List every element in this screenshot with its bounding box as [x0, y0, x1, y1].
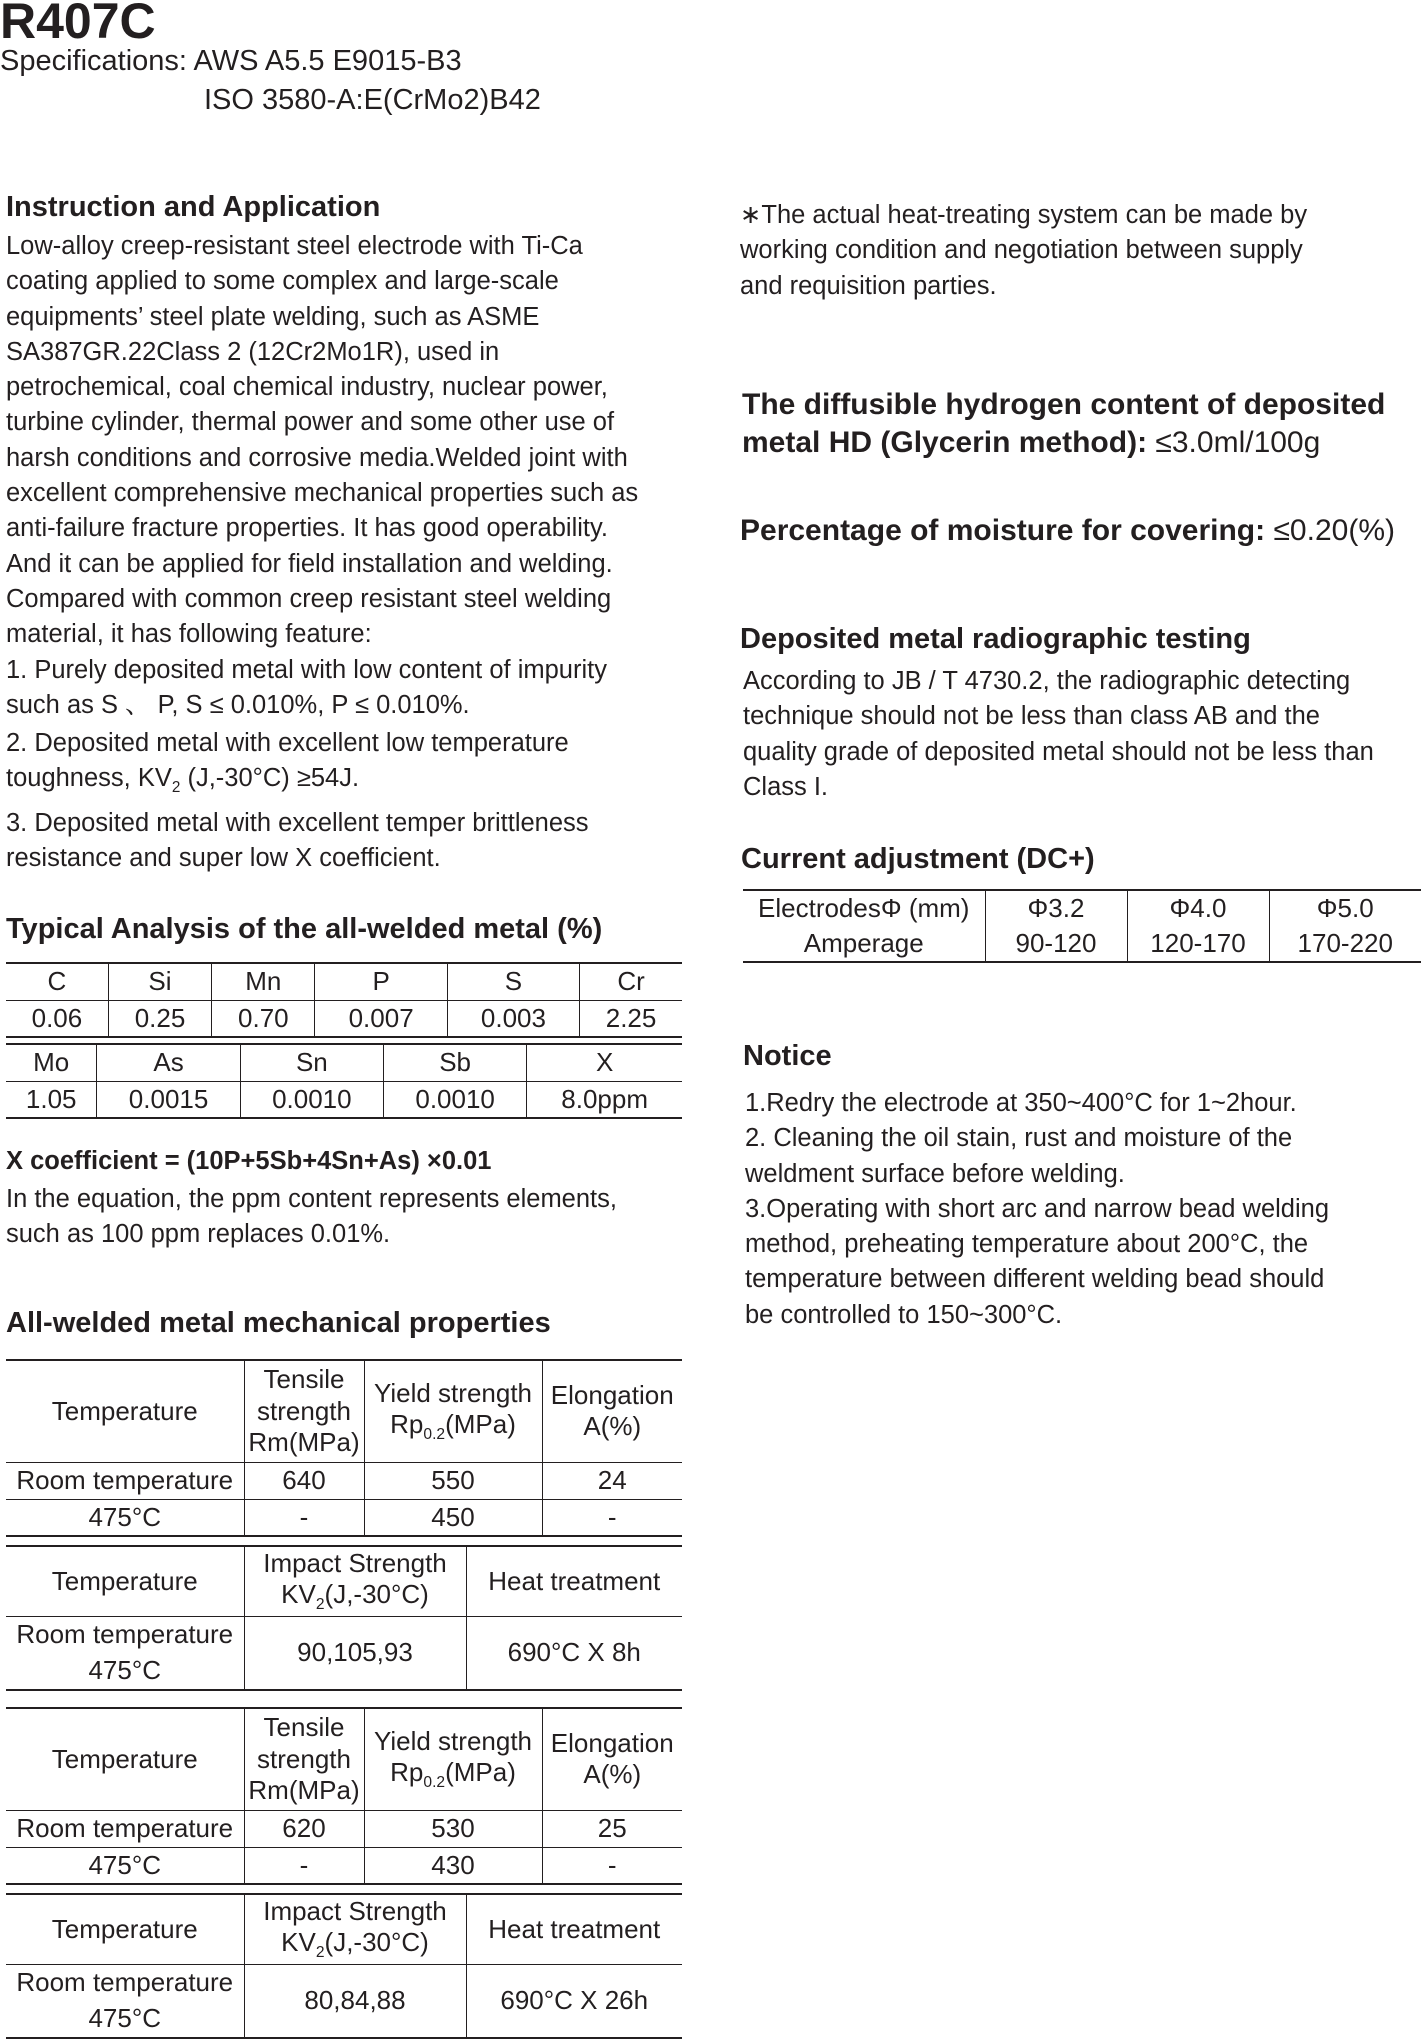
notice-line: 3.Operating with short arc and narrow bead welding	[745, 1194, 1329, 1223]
elongation-value: -	[542, 1499, 682, 1536]
instruction-line: petrochemical, coal chemical industry, nuclear power,	[6, 373, 608, 402]
radiographic-line: According to JB / T 4730.2, the radiographic detecting	[743, 667, 1351, 695]
element-header: As	[97, 1044, 240, 1081]
amperage-value: 90-120	[985, 926, 1127, 962]
electrode-size: Φ3.2	[985, 890, 1127, 926]
element-header: Cr	[580, 963, 682, 1000]
formula-note-line: In the equation, the ppm content represents elements,	[6, 1185, 617, 1213]
impact-unit: (J,-30°C)	[324, 1926, 429, 1957]
header-elongation	[542, 1708, 682, 1810]
row-label-room: Room temperature	[6, 1462, 244, 1499]
element-value: 0.0015	[97, 1081, 240, 1118]
hydrogen-label: metal HD (Glycerin method):	[742, 426, 1148, 459]
element-value: 0.007	[315, 1000, 447, 1037]
feature-2-line	[6, 761, 589, 805]
instruction-line: harsh conditions and corrosive media.Welded joint with	[6, 443, 628, 472]
impact-symbol: KV	[281, 1926, 316, 1957]
radiographic-line: quality grade of deposited metal should not be less than	[743, 737, 1374, 766]
feature-2-text: toughness, KV	[6, 764, 172, 793]
yield-unit: (MPa)	[445, 1756, 516, 1787]
header-yield-line: Yield strength	[373, 1725, 533, 1756]
amperage-label: Amperage	[743, 926, 985, 962]
radiographic-body	[743, 664, 1374, 805]
header-tensile-line: Rm(MPa)	[248, 1774, 360, 1805]
feature-2	[6, 726, 589, 876]
instruction-line: excellent comprehensive mechanical properties such as	[6, 479, 639, 508]
yield-value: 450	[364, 1499, 542, 1536]
yield-unit: (MPa)	[445, 1408, 516, 1439]
header-yield-line	[365, 1757, 542, 1793]
hydrogen-line	[742, 426, 1320, 460]
header-temperature: Temperature	[6, 1894, 244, 1964]
tensile-table-1	[6, 1359, 682, 1537]
row-label-475: 475°C	[6, 1499, 244, 1536]
composition-table-1	[6, 962, 682, 1038]
yield-value: 530	[364, 1810, 542, 1847]
instruction-line: SA387GR.22Class 2 (12Cr2Mo1R), used in	[6, 337, 500, 366]
header-elongation-line: Elongation	[550, 1728, 674, 1759]
element-value: 0.003	[447, 1000, 579, 1037]
element-header: Sn	[240, 1044, 383, 1081]
header-temperature: Temperature	[6, 1360, 244, 1462]
instruction-line: equipments’ steel plate welding, such as ASME	[6, 302, 540, 331]
moisture-line	[740, 514, 1395, 548]
moisture-value: ≤0.20(%)	[1273, 514, 1395, 547]
instruction-line: And it can be applied for field installation and welding.	[6, 549, 613, 578]
header-elongation	[542, 1360, 682, 1462]
heat-treatment-value: 690°C X 26h	[466, 1964, 682, 2038]
feature-2-text-end: (J,-30°C) ≥54J.	[180, 764, 360, 793]
header-yield-line: Yield strength	[373, 1377, 533, 1408]
yield-value: 430	[364, 1847, 542, 1884]
header-elongation-line: Elongation	[550, 1380, 674, 1411]
instruction-heading: Instruction and Application	[6, 191, 381, 223]
notice-line: weldment surface before welding.	[745, 1159, 1125, 1188]
feature-2-subscript: 2	[171, 779, 181, 797]
radiographic-heading: Deposited metal radiographic testing	[740, 623, 1251, 655]
instruction-line: Compared with common creep resistant steel welding	[6, 584, 612, 613]
impact-table-1	[6, 1545, 682, 1691]
element-header: Si	[108, 963, 211, 1000]
current-table	[743, 889, 1421, 963]
feature-1-line: 1. Purely deposited metal with low content of impurity	[6, 655, 607, 684]
tensile-value: 620	[244, 1810, 364, 1847]
yield-subscript: 0.2	[423, 1426, 446, 1444]
composition-table-2	[6, 1043, 682, 1119]
current-heading: Current adjustment (DC+)	[741, 843, 1095, 875]
tensile-value: -	[244, 1499, 364, 1536]
feature-2-line: 2. Deposited metal with excellent low temperature	[6, 729, 569, 757]
header-impact-line	[245, 1927, 466, 1963]
impact-subscript: 2	[315, 1596, 325, 1614]
notice-line: method, preheating temperature about 200°C, the	[745, 1230, 1309, 1259]
header-impact	[244, 1894, 466, 1964]
row-label-475: 475°C	[6, 1847, 244, 1884]
hydrogen-value: ≤3.0ml/100g	[1155, 426, 1321, 459]
instruction-line: turbine cylinder, thermal power and some other use of	[6, 408, 615, 437]
header-impact-line: Impact Strength	[263, 1895, 447, 1926]
element-header: S	[447, 963, 579, 1000]
notice-line: 2. Cleaning the oil stain, rust and moisture of the	[745, 1124, 1293, 1153]
heat-note-line: working condition and negotiation between supply	[740, 236, 1303, 265]
element-value: 0.0010	[383, 1081, 526, 1118]
heat-note-line: ∗The actual heat-treating system can be made by	[740, 201, 1308, 229]
amperage-value: 120-170	[1127, 926, 1269, 962]
header-heat-treatment: Heat treatment	[466, 1546, 682, 1616]
feature-1-line: such as S 、 P, S ≤ 0.010%, P ≤ 0.010%.	[6, 690, 470, 719]
elongation-value: -	[542, 1847, 682, 1884]
heat-treatment-note	[740, 198, 1307, 304]
impact-table-2	[6, 1893, 682, 2039]
element-header: Sb	[383, 1044, 526, 1081]
hydrogen-heading: The diffusible hydrogen content of deposited	[742, 388, 1386, 421]
header-impact-line: Impact Strength	[263, 1547, 447, 1578]
electrode-size: Φ4.0	[1127, 890, 1269, 926]
elongation-value: 24	[542, 1462, 682, 1499]
header-heat-treatment: Heat treatment	[466, 1894, 682, 1964]
tensile-value: -	[244, 1847, 364, 1884]
instruction-line: material, it has following feature:	[6, 620, 372, 649]
row-label-475: 475°C	[6, 1653, 244, 1690]
electrode-size: Φ5.0	[1269, 890, 1421, 926]
feature-3-line: 3. Deposited metal with excellent temper brittleness	[6, 808, 589, 837]
impact-value: 90,105,93	[244, 1616, 466, 1690]
header-tensile	[244, 1360, 364, 1462]
header-yield-line	[365, 1409, 542, 1445]
header-elongation-line: A(%)	[583, 1411, 642, 1442]
element-value: 1.05	[6, 1081, 97, 1118]
formula-note-line: such as 100 ppm replaces 0.01%.	[6, 1220, 391, 1249]
analysis-heading: Typical Analysis of the all-welded metal (%)	[6, 913, 603, 945]
header-impact-line	[245, 1579, 466, 1615]
heat-treatment-value: 690°C X 8h	[466, 1616, 682, 1690]
header-temperature: Temperature	[6, 1546, 244, 1616]
radiographic-line: Class I.	[743, 772, 829, 801]
header-yield	[364, 1708, 542, 1810]
element-header: Mo	[6, 1044, 97, 1081]
yield-value: 550	[364, 1462, 542, 1499]
mechanical-heading: All-welded metal mechanical properties	[6, 1307, 551, 1339]
header-tensile-line: Tensile	[263, 1364, 345, 1395]
amperage-value: 170-220	[1269, 926, 1421, 962]
instruction-line: anti-failure fracture properties. It has good operability.	[6, 514, 608, 543]
spec-line-1: Specifications: AWS A5.5 E9015-B3	[0, 45, 462, 77]
element-header: X	[527, 1044, 682, 1081]
element-value: 0.70	[212, 1000, 315, 1037]
header-tensile-line: Rm(MPa)	[248, 1426, 360, 1457]
impact-subscript: 2	[315, 1944, 325, 1962]
header-yield	[364, 1360, 542, 1462]
instruction-line: Low-alloy creep-resistant steel electrode with Ti-Ca	[6, 232, 583, 260]
row-label-room: Room temperature	[6, 1810, 244, 1847]
element-header: Mn	[212, 963, 315, 1000]
yield-symbol: Rp	[390, 1756, 424, 1787]
radiographic-line: technique should not be less than class AB and the	[743, 702, 1320, 731]
instruction-body	[6, 229, 638, 723]
element-value: 0.06	[6, 1000, 108, 1037]
element-value: 2.25	[580, 1000, 682, 1037]
element-header: C	[6, 963, 108, 1000]
header-tensile	[244, 1708, 364, 1810]
x-coefficient-formula: X coefficient = (10P+5Sb+4Sn+As) ×0.01	[6, 1147, 492, 1175]
formula-note	[6, 1182, 617, 1253]
impact-value: 80,84,88	[244, 1964, 466, 2038]
element-value: 0.0010	[240, 1081, 383, 1118]
row-label-room: Room temperature	[6, 1616, 244, 1653]
header-tensile-line: strength	[257, 1395, 351, 1426]
notice-line: be controlled to 150~300°C.	[745, 1300, 1063, 1329]
product-title: R407C	[0, 0, 156, 49]
impact-symbol: KV	[281, 1578, 316, 1609]
element-value: 8.0ppm	[527, 1081, 682, 1118]
electrode-size-label: ElectrodesΦ (mm)	[743, 890, 985, 926]
tensile-table-2	[6, 1707, 682, 1885]
yield-subscript: 0.2	[423, 1774, 446, 1792]
instruction-line: coating applied to some complex and large-scale	[6, 267, 559, 296]
row-label-475: 475°C	[6, 2001, 244, 2038]
header-temperature: Temperature	[6, 1708, 244, 1810]
notice-heading: Notice	[743, 1040, 832, 1072]
impact-unit: (J,-30°C)	[324, 1578, 429, 1609]
notice-line: temperature between different welding bead should	[745, 1265, 1325, 1294]
notice-line: 1.Redry the electrode at 350~400°C for 1~2hour.	[745, 1089, 1297, 1117]
header-tensile-line: strength	[257, 1743, 351, 1774]
elongation-value: 25	[542, 1810, 682, 1847]
row-label-room: Room temperature	[6, 1964, 244, 2001]
moisture-label: Percentage of moisture for covering:	[740, 514, 1266, 547]
tensile-value: 640	[244, 1462, 364, 1499]
spec-line-2: ISO 3580-A:E(CrMo2)B42	[204, 84, 541, 116]
element-value: 0.25	[108, 1000, 211, 1037]
element-header: P	[315, 963, 447, 1000]
notice-body	[745, 1086, 1329, 1333]
yield-symbol: Rp	[390, 1408, 424, 1439]
header-tensile-line: Tensile	[263, 1712, 345, 1743]
feature-3-line: resistance and super low X coefficient.	[6, 843, 441, 872]
header-elongation-line: A(%)	[583, 1759, 642, 1790]
heat-note-line: and requisition parties.	[740, 271, 997, 300]
header-impact	[244, 1546, 466, 1616]
